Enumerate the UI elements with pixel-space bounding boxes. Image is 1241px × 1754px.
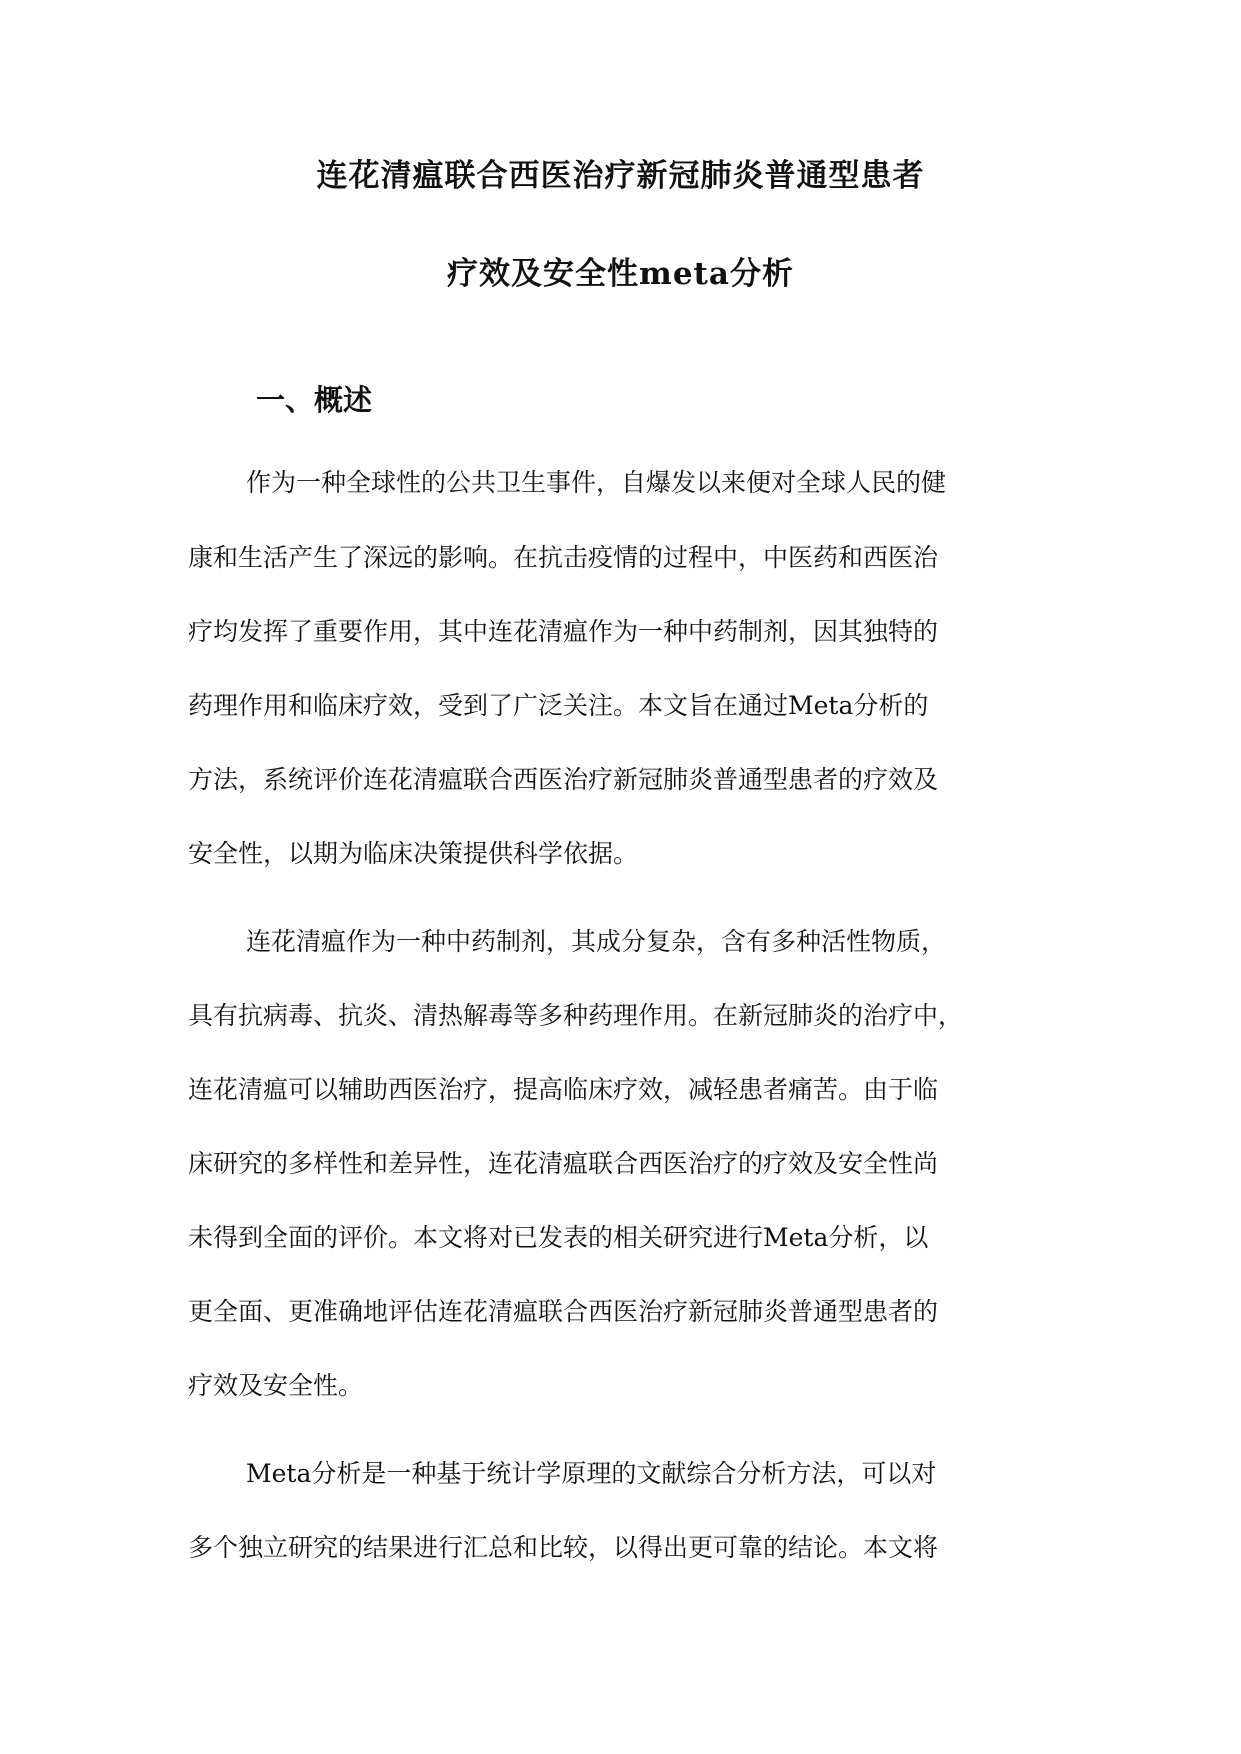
paragraph-line: 作为一种全球性的公共卫生事件，自爆发以来便对全球人民的健 <box>246 468 947 497</box>
paragraph-line: 疗均发挥了重要作用，其中连花清瘟作为一种中药制剂，因其独特的 <box>188 617 939 646</box>
paragraph-line: 床研究的多样性和差异性，连花清瘟联合西医治疗的疗效及安全性尚 <box>188 1149 939 1178</box>
document-title-line-1: 连花清瘟联合西医治疗新冠肺炎普通型患者 <box>316 158 925 194</box>
document-title-line-2: 疗效及安全性meta分析 <box>447 256 794 292</box>
paragraph-line: 方法，系统评价连花清瘟联合西医治疗新冠肺炎普通型患者的疗效及 <box>188 765 939 794</box>
paragraph-line: Meta分析是一种基于统计学原理的文献综合分析方法，可以对 <box>246 1459 937 1488</box>
paragraph-line: 连花清瘟可以辅助西医治疗，提高临床疗效，减轻患者痛苦。由于临 <box>188 1075 939 1104</box>
paragraph-line: 康和生活产生了深远的影响。在抗击疫情的过程中，中医药和西医治 <box>188 543 939 572</box>
paragraph-line: 疗效及安全性。 <box>188 1371 364 1400</box>
paragraph-line: 更全面、更准确地评估连花清瘟联合西医治疗新冠肺炎普通型患者的 <box>188 1297 939 1326</box>
paragraph-line: 连花清瘟作为一种中药制剂，其成分复杂，含有多种活性物质， <box>246 927 947 956</box>
paragraph-line: 安全性，以期为临床决策提供科学依据。 <box>188 839 639 868</box>
paragraph-line: 多个独立研究的结果进行汇总和比较，以得出更可靠的结论。本文将 <box>188 1533 939 1562</box>
paragraph-line: 具有抗病毒、抗炎、清热解毒等多种药理作用。在新冠肺炎的治疗中， <box>188 1001 964 1030</box>
paragraph-line: 药理作用和临床疗效，受到了广泛关注。本文旨在通过Meta分析的 <box>188 691 929 720</box>
paragraph-line: 未得到全面的评价。本文将对已发表的相关研究进行Meta分析，以 <box>188 1223 929 1252</box>
section-heading: 一、概述 <box>256 383 373 417</box>
